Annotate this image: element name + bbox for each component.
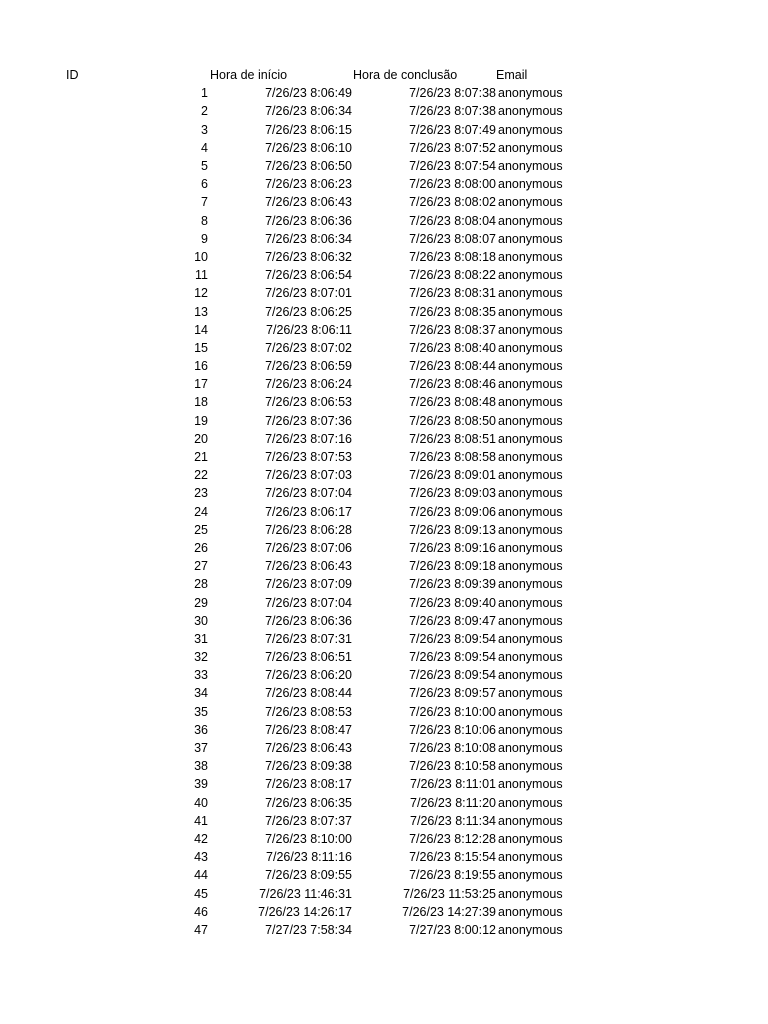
cell-end-time: 7/26/23 8:08:37 bbox=[409, 322, 496, 337]
cell-id: 2 bbox=[201, 104, 208, 119]
table-row bbox=[0, 321, 576, 339]
cell-start-time: 7/26/23 8:06:43 bbox=[265, 559, 352, 574]
cell-start-time: 7/26/23 8:06:23 bbox=[265, 177, 352, 192]
table-row bbox=[0, 521, 576, 539]
cell-id: 30 bbox=[194, 613, 208, 628]
table-row bbox=[0, 448, 576, 466]
cell-end-time: 7/26/23 8:08:58 bbox=[409, 450, 496, 465]
cell-end-time: 7/26/23 8:08:40 bbox=[409, 340, 496, 355]
table-row bbox=[0, 593, 576, 611]
cell-email: anonymous bbox=[498, 795, 563, 810]
cell-id: 44 bbox=[194, 868, 208, 883]
cell-start-time: 7/26/23 8:06:28 bbox=[265, 522, 352, 537]
cell-end-time: 7/26/23 8:12:28 bbox=[409, 831, 496, 846]
cell-email: anonymous bbox=[498, 395, 563, 410]
table-row bbox=[0, 339, 576, 357]
cell-email: anonymous bbox=[498, 286, 563, 301]
table-row bbox=[0, 575, 576, 593]
table-row bbox=[0, 102, 576, 120]
cell-email: anonymous bbox=[498, 559, 563, 574]
cell-start-time: 7/26/23 8:10:00 bbox=[265, 831, 352, 846]
table-row bbox=[0, 157, 576, 175]
table-row bbox=[0, 921, 576, 939]
cell-end-time: 7/26/23 8:09:01 bbox=[409, 468, 496, 483]
cell-id: 27 bbox=[194, 559, 208, 574]
cell-start-time: 7/26/23 8:07:31 bbox=[265, 631, 352, 646]
cell-start-time: 7/26/23 8:06:36 bbox=[265, 213, 352, 228]
cell-end-time: 7/26/23 8:08:07 bbox=[409, 231, 496, 246]
cell-email: anonymous bbox=[498, 686, 563, 701]
table-row bbox=[0, 666, 576, 684]
cell-id: 10 bbox=[194, 249, 208, 264]
cell-id: 43 bbox=[194, 850, 208, 865]
cell-id: 45 bbox=[194, 886, 208, 901]
cell-end-time: 7/26/23 8:09:47 bbox=[409, 613, 496, 628]
cell-id: 41 bbox=[194, 813, 208, 828]
cell-start-time: 7/26/23 8:06:24 bbox=[265, 377, 352, 392]
cell-id: 22 bbox=[194, 468, 208, 483]
cell-end-time: 7/26/23 11:53:25 bbox=[403, 886, 496, 901]
cell-start-time: 7/26/23 8:08:47 bbox=[265, 722, 352, 737]
cell-id: 17 bbox=[194, 377, 208, 392]
cell-id: 14 bbox=[194, 322, 208, 337]
cell-start-time: 7/26/23 8:06:25 bbox=[265, 304, 352, 319]
cell-end-time: 7/26/23 8:07:52 bbox=[409, 140, 496, 155]
cell-start-time: 7/26/23 8:06:59 bbox=[265, 359, 352, 374]
cell-start-time: 7/26/23 8:06:36 bbox=[265, 613, 352, 628]
cell-email: anonymous bbox=[498, 231, 563, 246]
table-row bbox=[0, 121, 576, 139]
table-row bbox=[0, 794, 576, 812]
cell-id: 33 bbox=[194, 668, 208, 683]
table-row bbox=[0, 630, 576, 648]
table-row bbox=[0, 84, 576, 102]
cell-end-time: 7/26/23 8:08:22 bbox=[409, 268, 496, 283]
cell-start-time: 7/26/23 8:06:34 bbox=[265, 231, 352, 246]
cell-end-time: 7/26/23 8:07:38 bbox=[409, 86, 496, 101]
cell-end-time: 7/26/23 8:08:50 bbox=[409, 413, 496, 428]
header-end-time: Hora de conclusão bbox=[353, 68, 458, 83]
table-row bbox=[0, 193, 576, 211]
cell-end-time: 7/26/23 8:10:58 bbox=[409, 759, 496, 774]
cell-email: anonymous bbox=[498, 140, 563, 155]
cell-start-time: 7/26/23 8:09:55 bbox=[265, 868, 352, 883]
table-row bbox=[0, 284, 576, 302]
cell-end-time: 7/26/23 8:10:00 bbox=[409, 704, 496, 719]
cell-start-time: 7/26/23 8:09:38 bbox=[265, 759, 352, 774]
cell-id: 12 bbox=[194, 286, 208, 301]
cell-email: anonymous bbox=[498, 177, 563, 192]
cell-start-time: 7/26/23 8:06:49 bbox=[265, 86, 352, 101]
cell-end-time: 7/26/23 8:09:03 bbox=[409, 486, 496, 501]
cell-end-time: 7/26/23 8:08:02 bbox=[409, 195, 496, 210]
cell-id: 9 bbox=[201, 231, 208, 246]
cell-email: anonymous bbox=[498, 486, 563, 501]
cell-end-time: 7/26/23 8:09:54 bbox=[409, 650, 496, 665]
table-row bbox=[0, 430, 576, 448]
cell-email: anonymous bbox=[498, 595, 563, 610]
cell-email: anonymous bbox=[498, 522, 563, 537]
cell-start-time: 7/26/23 8:06:51 bbox=[265, 650, 352, 665]
cell-email: anonymous bbox=[498, 777, 563, 792]
cell-start-time: 7/26/23 8:07:36 bbox=[265, 413, 352, 428]
table-row bbox=[0, 357, 576, 375]
cell-email: anonymous bbox=[498, 413, 563, 428]
cell-start-time: 7/26/23 11:46:31 bbox=[259, 886, 352, 901]
cell-email: anonymous bbox=[498, 650, 563, 665]
cell-start-time: 7/26/23 8:06:15 bbox=[265, 122, 352, 137]
cell-start-time: 7/26/23 8:07:04 bbox=[265, 595, 352, 610]
cell-end-time: 7/26/23 8:15:54 bbox=[409, 850, 496, 865]
cell-email: anonymous bbox=[498, 868, 563, 883]
cell-end-time: 7/27/23 8:00:12 bbox=[409, 922, 496, 937]
cell-id: 19 bbox=[194, 413, 208, 428]
spreadsheet bbox=[0, 66, 768, 939]
table-row bbox=[0, 302, 576, 320]
cell-end-time: 7/26/23 8:09:40 bbox=[409, 595, 496, 610]
cell-id: 18 bbox=[194, 395, 208, 410]
cell-email: anonymous bbox=[498, 104, 563, 119]
cell-id: 20 bbox=[194, 431, 208, 446]
cell-email: anonymous bbox=[498, 340, 563, 355]
cell-email: anonymous bbox=[498, 886, 563, 901]
cell-start-time: 7/26/23 8:06:43 bbox=[265, 741, 352, 756]
cell-end-time: 7/26/23 8:09:54 bbox=[409, 631, 496, 646]
cell-end-time: 7/26/23 8:08:18 bbox=[409, 249, 496, 264]
cell-id: 11 bbox=[195, 268, 208, 283]
cell-start-time: 7/26/23 8:07:01 bbox=[265, 286, 352, 301]
table-row bbox=[0, 230, 576, 248]
header-id: ID bbox=[66, 68, 79, 83]
cell-end-time: 7/26/23 8:09:39 bbox=[409, 577, 496, 592]
cell-id: 4 bbox=[201, 140, 208, 155]
table-row bbox=[0, 721, 576, 739]
cell-email: anonymous bbox=[498, 613, 563, 628]
table-row bbox=[0, 739, 576, 757]
table-row bbox=[0, 612, 576, 630]
cell-start-time: 7/26/23 8:07:37 bbox=[265, 813, 352, 828]
table-row bbox=[0, 648, 576, 666]
cell-id: 8 bbox=[201, 213, 208, 228]
cell-end-time: 7/26/23 8:09:06 bbox=[409, 504, 496, 519]
cell-end-time: 7/26/23 8:09:57 bbox=[409, 686, 496, 701]
cell-end-time: 7/26/23 8:09:16 bbox=[409, 540, 496, 555]
cell-end-time: 7/26/23 8:08:48 bbox=[409, 395, 496, 410]
cell-id: 29 bbox=[194, 595, 208, 610]
cell-id: 15 bbox=[194, 340, 208, 355]
cell-email: anonymous bbox=[498, 813, 563, 828]
table-row bbox=[0, 266, 576, 284]
cell-email: anonymous bbox=[498, 922, 563, 937]
cell-email: anonymous bbox=[498, 322, 563, 337]
table-row bbox=[0, 412, 576, 430]
cell-email: anonymous bbox=[498, 159, 563, 174]
cell-id: 34 bbox=[194, 686, 208, 701]
cell-end-time: 7/26/23 8:11:34 bbox=[410, 813, 496, 828]
cell-email: anonymous bbox=[498, 195, 563, 210]
header-start-time: Hora de início bbox=[210, 68, 288, 83]
table-row bbox=[0, 848, 576, 866]
cell-start-time: 7/26/23 8:07:02 bbox=[265, 340, 352, 355]
cell-start-time: 7/26/23 8:07:04 bbox=[265, 486, 352, 501]
table-body bbox=[0, 84, 576, 939]
cell-email: anonymous bbox=[498, 122, 563, 137]
cell-start-time: 7/26/23 8:07:03 bbox=[265, 468, 352, 483]
cell-start-time: 7/26/23 14:26:17 bbox=[258, 904, 352, 919]
cell-id: 3 bbox=[201, 122, 208, 137]
cell-end-time: 7/26/23 8:09:54 bbox=[409, 668, 496, 683]
cell-end-time: 7/26/23 8:07:38 bbox=[409, 104, 496, 119]
cell-start-time: 7/26/23 8:08:44 bbox=[265, 686, 352, 701]
cell-start-time: 7/26/23 8:06:32 bbox=[265, 249, 352, 264]
cell-start-time: 7/26/23 8:06:10 bbox=[265, 140, 352, 155]
cell-end-time: 7/26/23 8:09:18 bbox=[409, 559, 496, 574]
header-email: Email bbox=[496, 68, 528, 83]
cell-end-time: 7/26/23 8:08:51 bbox=[409, 431, 496, 446]
cell-email: anonymous bbox=[498, 213, 563, 228]
cell-email: anonymous bbox=[498, 759, 563, 774]
cell-id: 35 bbox=[194, 704, 208, 719]
table-row bbox=[0, 175, 576, 193]
table-row bbox=[0, 884, 576, 902]
cell-email: anonymous bbox=[498, 577, 563, 592]
table-row bbox=[0, 830, 576, 848]
table-row bbox=[0, 393, 576, 411]
cell-email: anonymous bbox=[498, 304, 563, 319]
cell-start-time: 7/26/23 8:06:53 bbox=[265, 395, 352, 410]
cell-id: 38 bbox=[194, 759, 208, 774]
cell-start-time: 7/26/23 8:07:16 bbox=[265, 431, 352, 446]
cell-id: 39 bbox=[194, 777, 208, 792]
cell-end-time: 7/26/23 8:08:31 bbox=[409, 286, 496, 301]
cell-end-time: 7/26/23 8:08:04 bbox=[409, 213, 496, 228]
cell-start-time: 7/26/23 8:06:11 bbox=[266, 322, 352, 337]
cell-start-time: 7/27/23 7:58:34 bbox=[265, 922, 352, 937]
cell-email: anonymous bbox=[498, 850, 563, 865]
cell-email: anonymous bbox=[498, 631, 563, 646]
cell-email: anonymous bbox=[498, 431, 563, 446]
table-row bbox=[0, 684, 576, 702]
cell-end-time: 7/26/23 8:07:49 bbox=[409, 122, 496, 137]
cell-end-time: 7/26/23 8:08:44 bbox=[409, 359, 496, 374]
cell-email: anonymous bbox=[498, 904, 563, 919]
cell-start-time: 7/26/23 8:08:17 bbox=[265, 777, 352, 792]
cell-email: anonymous bbox=[498, 504, 563, 519]
table-row bbox=[0, 775, 576, 793]
cell-end-time: 7/26/23 8:08:00 bbox=[409, 177, 496, 192]
cell-email: anonymous bbox=[498, 741, 563, 756]
cell-id: 1 bbox=[201, 86, 208, 101]
cell-id: 25 bbox=[194, 522, 208, 537]
cell-id: 46 bbox=[194, 904, 208, 919]
cell-id: 6 bbox=[201, 177, 208, 192]
cell-email: anonymous bbox=[498, 268, 563, 283]
table-row bbox=[0, 539, 576, 557]
cell-id: 40 bbox=[194, 795, 208, 810]
cell-start-time: 7/26/23 8:07:09 bbox=[265, 577, 352, 592]
table-row bbox=[0, 466, 576, 484]
table-row bbox=[0, 248, 576, 266]
cell-id: 23 bbox=[194, 486, 208, 501]
cell-end-time: 7/26/23 8:11:20 bbox=[410, 795, 496, 810]
cell-email: anonymous bbox=[498, 377, 563, 392]
cell-start-time: 7/26/23 8:06:35 bbox=[265, 795, 352, 810]
cell-email: anonymous bbox=[498, 468, 563, 483]
table-row bbox=[0, 866, 576, 884]
cell-start-time: 7/26/23 8:11:16 bbox=[266, 850, 352, 865]
table-row bbox=[0, 757, 576, 775]
cell-id: 47 bbox=[194, 922, 208, 937]
cell-email: anonymous bbox=[498, 831, 563, 846]
cell-start-time: 7/26/23 8:06:34 bbox=[265, 104, 352, 119]
cell-start-time: 7/26/23 8:06:50 bbox=[265, 159, 352, 174]
cell-start-time: 7/26/23 8:07:53 bbox=[265, 450, 352, 465]
cell-start-time: 7/26/23 8:06:54 bbox=[265, 268, 352, 283]
responses-table bbox=[0, 66, 576, 939]
table-row bbox=[0, 139, 576, 157]
table-row bbox=[0, 557, 576, 575]
cell-start-time: 7/26/23 8:07:06 bbox=[265, 540, 352, 555]
table-row bbox=[0, 375, 576, 393]
cell-start-time: 7/26/23 8:06:17 bbox=[265, 504, 352, 519]
cell-id: 42 bbox=[194, 831, 208, 846]
cell-email: anonymous bbox=[498, 249, 563, 264]
cell-id: 7 bbox=[201, 195, 208, 210]
cell-email: anonymous bbox=[498, 86, 563, 101]
cell-end-time: 7/26/23 8:19:55 bbox=[409, 868, 496, 883]
cell-id: 5 bbox=[201, 159, 208, 174]
cell-start-time: 7/26/23 8:06:43 bbox=[265, 195, 352, 210]
cell-end-time: 7/26/23 8:08:35 bbox=[409, 304, 496, 319]
cell-end-time: 7/26/23 8:10:08 bbox=[409, 741, 496, 756]
cell-start-time: 7/26/23 8:08:53 bbox=[265, 704, 352, 719]
cell-id: 13 bbox=[194, 304, 208, 319]
cell-id: 21 bbox=[194, 450, 208, 465]
cell-id: 28 bbox=[194, 577, 208, 592]
cell-end-time: 7/26/23 8:08:46 bbox=[409, 377, 496, 392]
table-row bbox=[0, 812, 576, 830]
table-row bbox=[0, 212, 576, 230]
table-row bbox=[0, 903, 576, 921]
cell-id: 32 bbox=[194, 650, 208, 665]
cell-email: anonymous bbox=[498, 704, 563, 719]
cell-email: anonymous bbox=[498, 540, 563, 555]
cell-id: 26 bbox=[194, 540, 208, 555]
cell-id: 16 bbox=[194, 359, 208, 374]
cell-end-time: 7/26/23 14:27:39 bbox=[402, 904, 496, 919]
cell-id: 37 bbox=[194, 741, 208, 756]
cell-end-time: 7/26/23 8:09:13 bbox=[409, 522, 496, 537]
cell-end-time: 7/26/23 8:10:06 bbox=[409, 722, 496, 737]
cell-end-time: 7/26/23 8:11:01 bbox=[410, 777, 496, 792]
table-row bbox=[0, 703, 576, 721]
cell-email: anonymous bbox=[498, 450, 563, 465]
table-row bbox=[0, 484, 576, 502]
header-row bbox=[0, 66, 576, 84]
cell-id: 31 bbox=[194, 631, 208, 646]
cell-end-time: 7/26/23 8:07:54 bbox=[409, 159, 496, 174]
cell-email: anonymous bbox=[498, 722, 563, 737]
cell-start-time: 7/26/23 8:06:20 bbox=[265, 668, 352, 683]
table-row bbox=[0, 503, 576, 521]
cell-email: anonymous bbox=[498, 359, 563, 374]
cell-email: anonymous bbox=[498, 668, 563, 683]
cell-id: 24 bbox=[194, 504, 208, 519]
cell-id: 36 bbox=[194, 722, 208, 737]
